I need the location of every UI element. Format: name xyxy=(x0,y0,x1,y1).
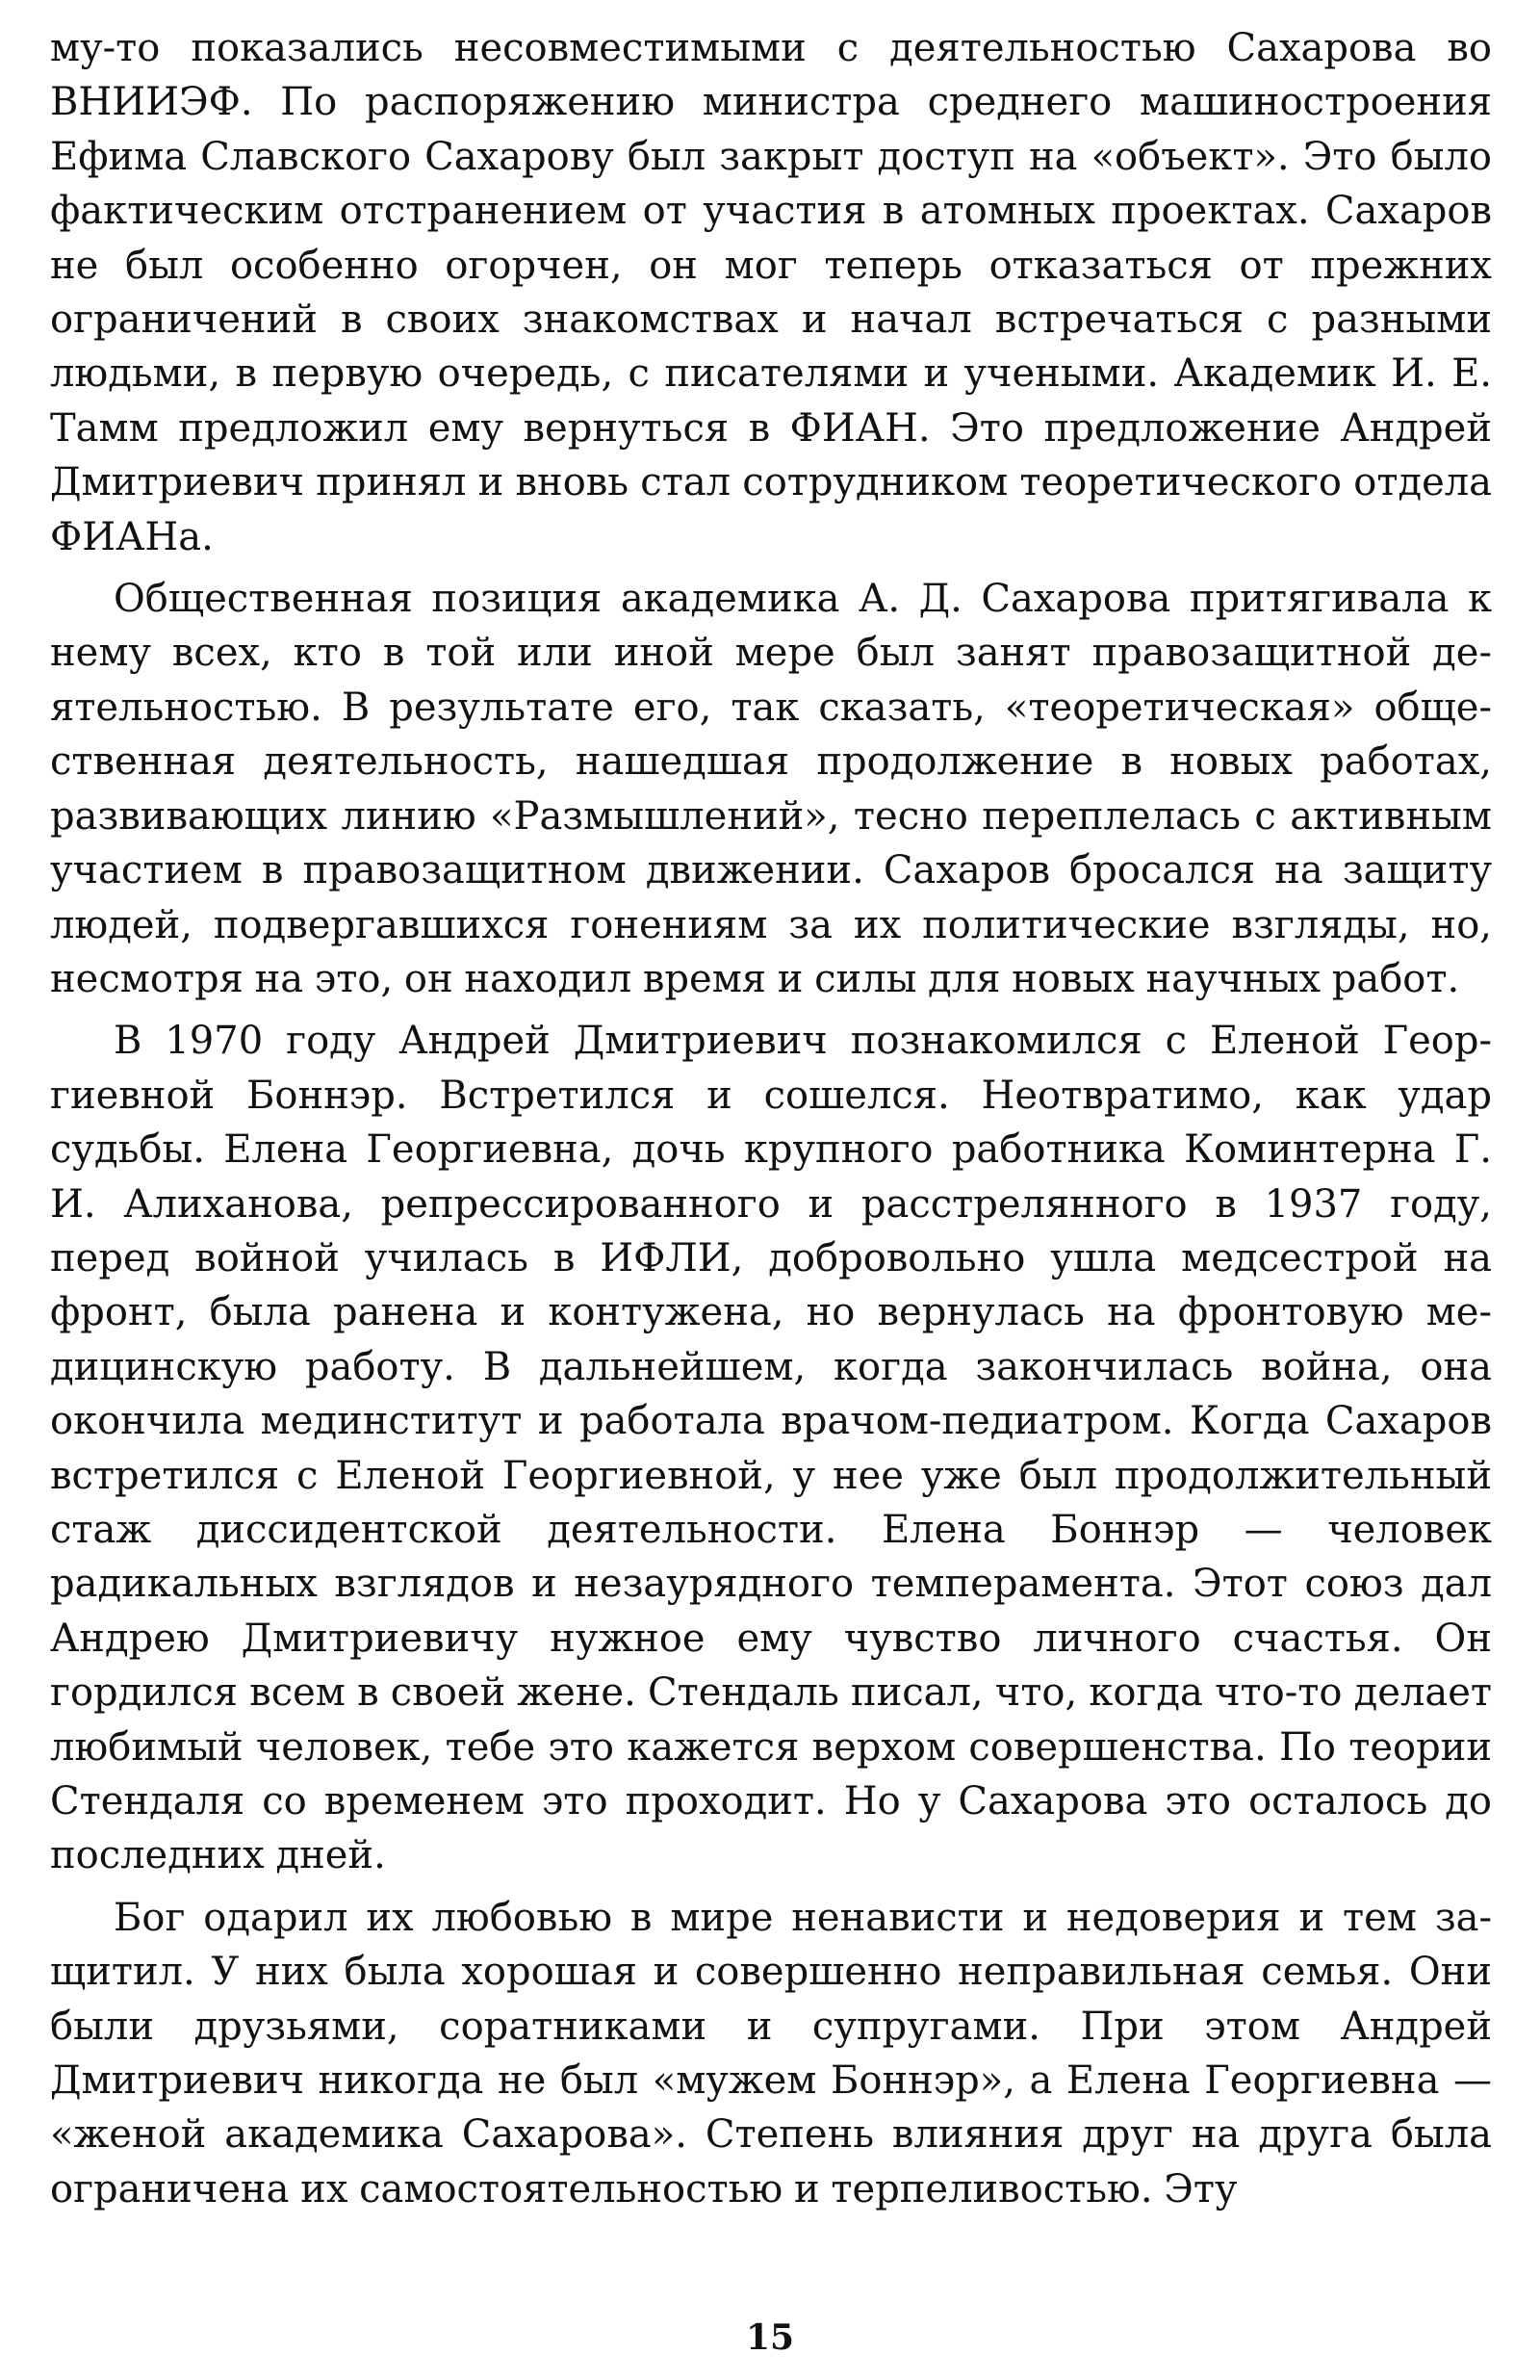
paragraph-family: Бог одарил их любовью в мире ненависти и недоверия и тем защитил. У них была хорошая и совершенно неправильная семья. Они были друзьями, соратниками и супругами. При этом Андрей Дмитриевич никогда не был «мужем Боннэр», а Елена Георгиевна — «женой академика Сахарова». Степень влияния друг на друга была ограничена их самостоятельностью и терпеливостью. Эту xyxy=(50,1895,1492,2212)
paragraph-continuation: му-то показались несовместимыми с деятельностью Сахарова во ВНИИЭФ. По распоряжению министра среднего машиностроения Ефима Славского Сахарову был закрыт доступ на «объект». Это было фактическим отстранением от участия в атомных проектах. Сахаров не был особенно огорчен, он мог теперь отказаться от прежних ограничений в своих знакомствах и начал встречаться с разными людьми, в первую очередь, с писателями и учеными. Академик И. Е. Тамм предложил ему вернуться в ФИАН. Это предложение Андрей Дмитриевич принял и вновь стал сотрудником теоретического отдела ФИАНа. xyxy=(50,26,1492,559)
page-body xyxy=(50,21,1492,2224)
paragraph-public-position: Общественная позиция академика А. Д. Сахарова притягивала к нему всех, кто в той или иной мере был занят правозащитной деятельностью. В результате его, так сказать, «теоретическая» общественная деятельность, нашедшая продолжение в новых работах, развивающих линию «Размышлений», тесно переплелась с активным участием в правозащитном движении. Сахаров бросался на защиту людей, подвергавшихся гонениям за их политические взгляды, но, несмотря на это, он находил время и силы для новых научных работ. xyxy=(50,577,1492,1001)
paragraph-bonner: В 1970 году Андрей Дмитриевич познакомился с Еленой Георгиевной Боннэр. Встретился и сошелся. Неотвратимо, как удар судьбы. Елена Георгиевна, дочь крупного работника Коминтерна Г. И. Алиханова, репрессированного и расстрелянного в 1937 году, перед войной училась в ИФЛИ, добровольно ушла медсестрой на фронт, была ранена и контужена, но вернулась на фронтовую медицинскую работу. В дальнейшем, когда закончилась война, она окончила мединститут и работала врачом-педиатром. Когда Сахаров встретился с Еленой Георгиевной, у нее уже был продолжительный стаж диссидентской деятельности. Елена Боннэр — человек радикальных взглядов и незаурядного темперамента. Этот союз дал Андрею Дмитриевичу нужное ему чувство личного счастья. Он гордился всем в своей жене. Стендаль писал, что, когда что-то делает любимый человек, тебе это кажется верхом совершенства. По теории Стендаля со временем это проходит. Но у Сахарова это осталось до последних дней. xyxy=(50,1019,1492,1878)
page-number: 15 xyxy=(745,2317,795,2358)
